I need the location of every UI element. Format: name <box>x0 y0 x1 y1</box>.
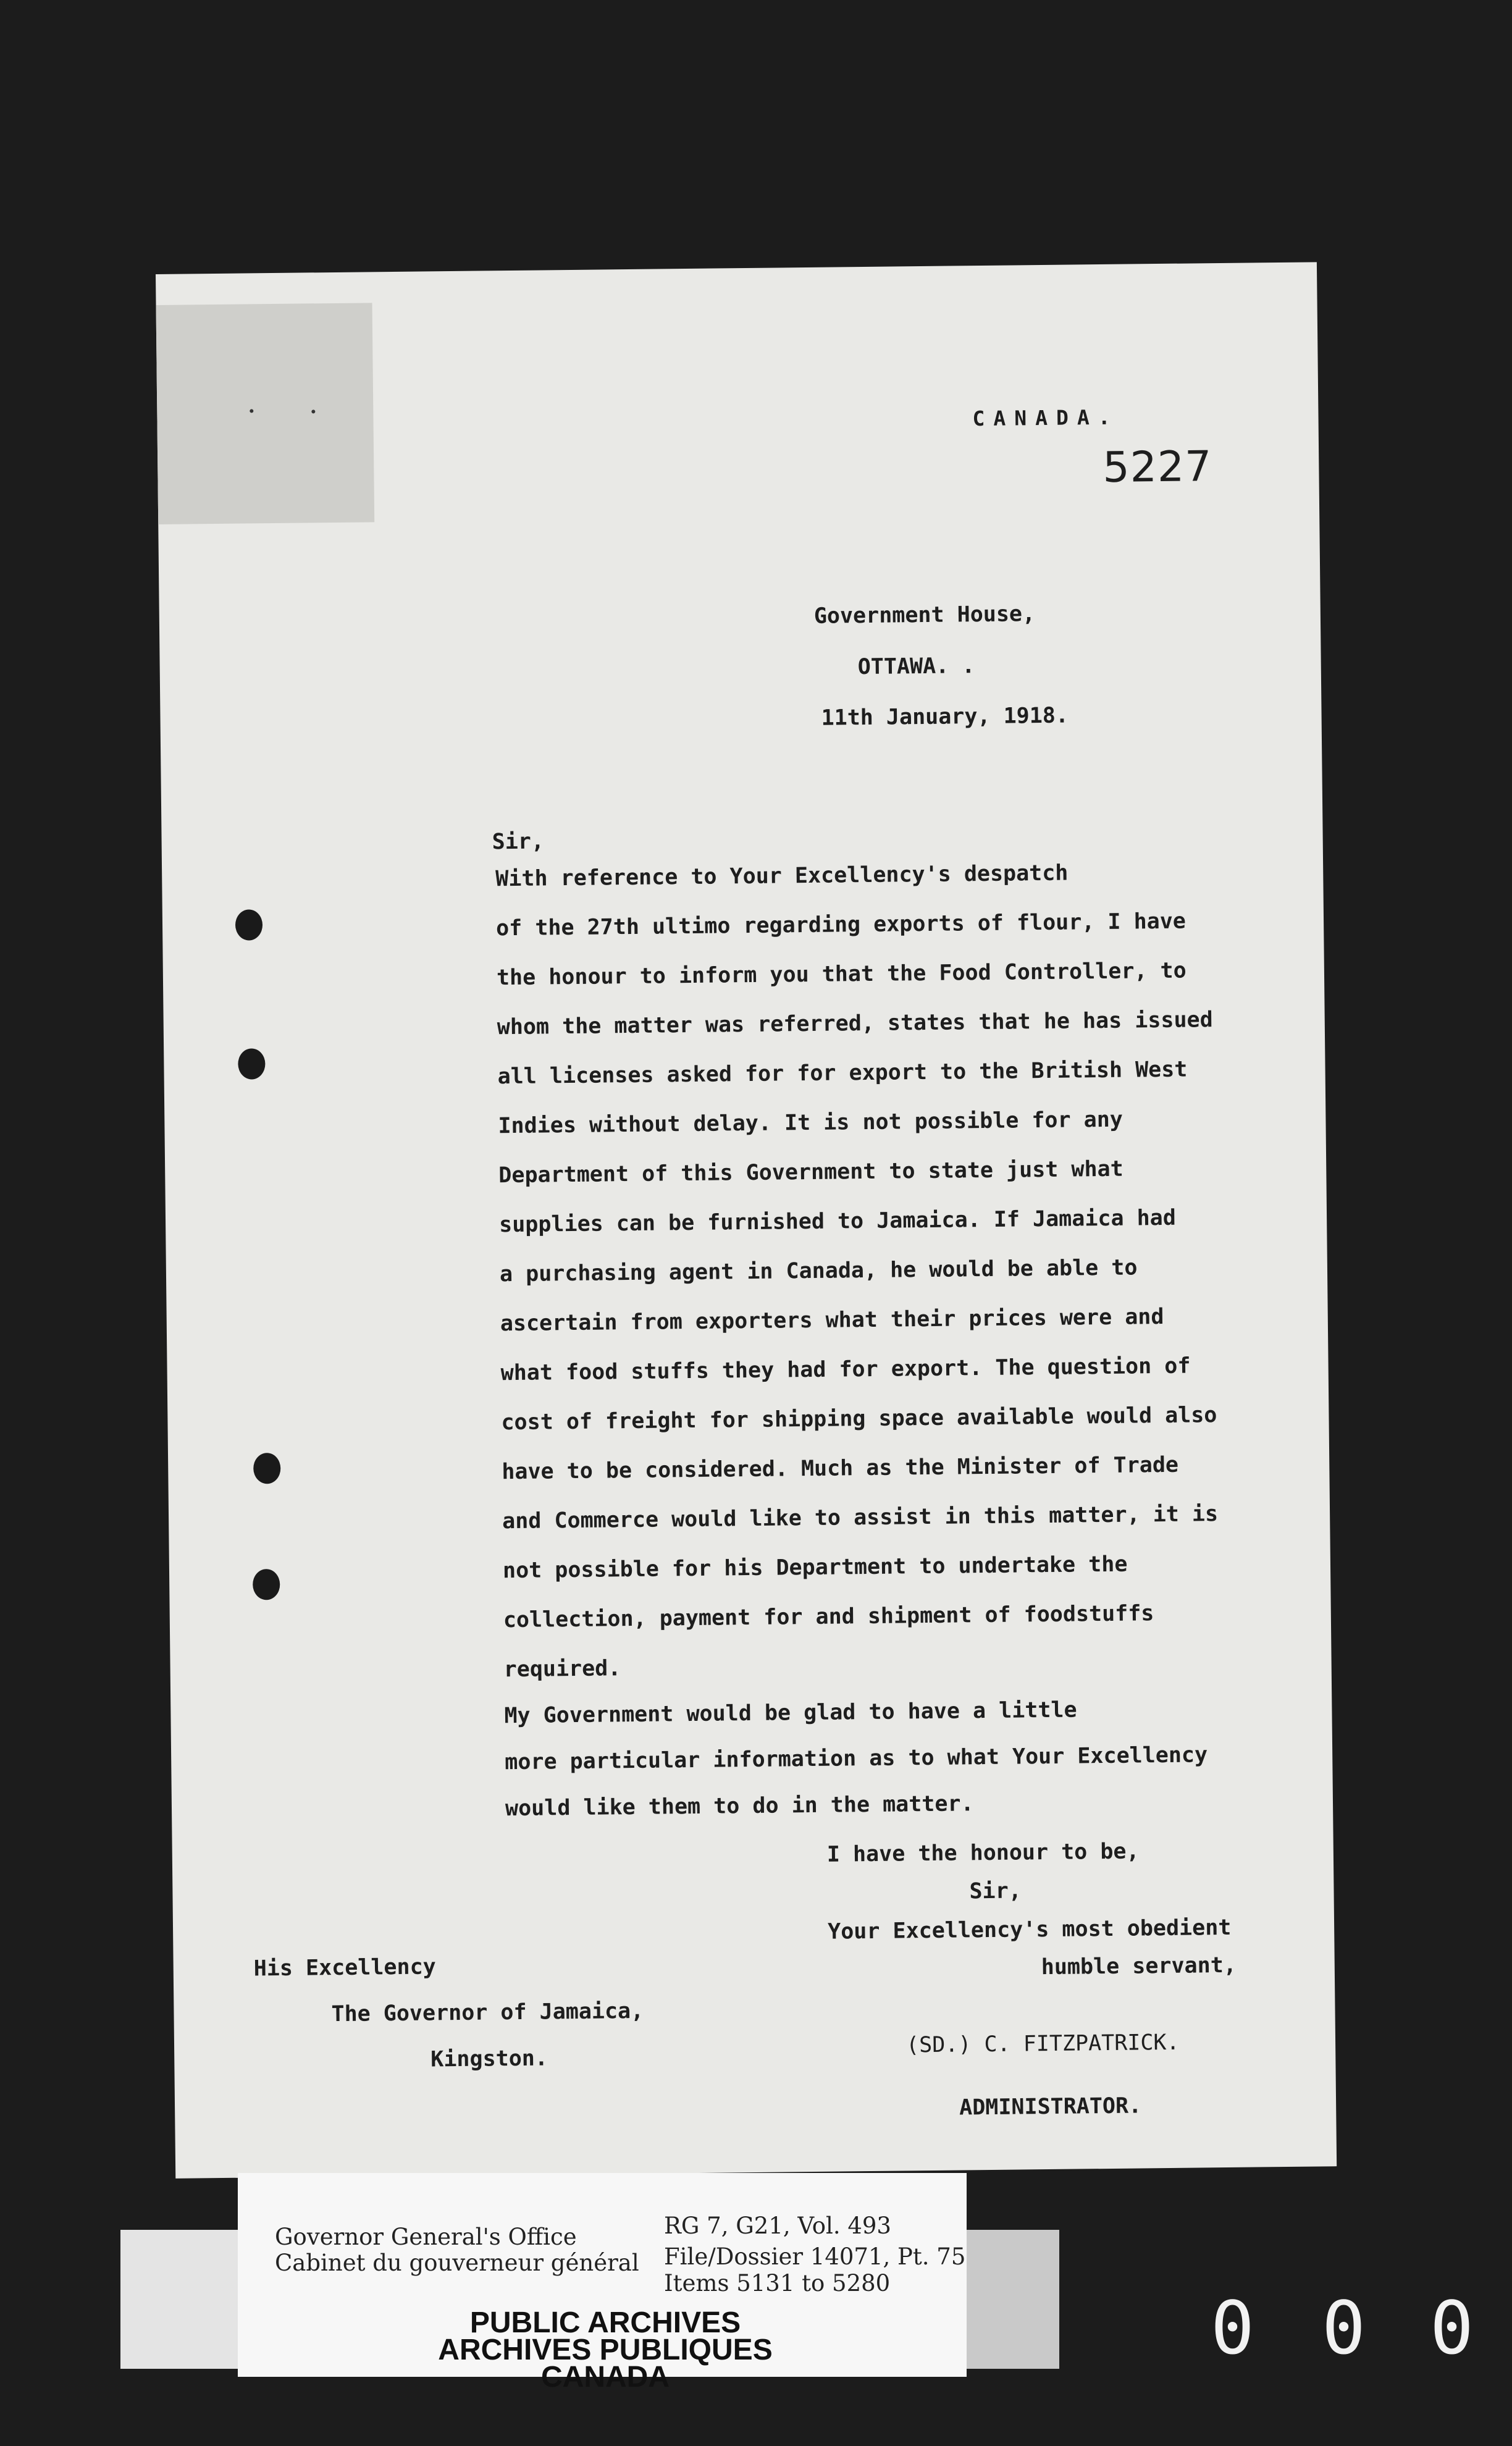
letter-page <box>156 262 1337 2179</box>
punch-hole <box>253 1453 281 1484</box>
document-number: 5227 <box>1102 442 1212 492</box>
recipient-line: His Excellency <box>253 1954 436 1982</box>
label-items: Items 5131 to 5280 <box>664 2270 891 2297</box>
body-line: the honour to inform you that the Food Controller, to <box>496 958 1186 991</box>
body-line: not possible for his Department to undertake the <box>502 1552 1128 1584</box>
label-right-strip <box>967 2230 1059 2369</box>
frame-digit: 0 <box>1211 2285 1255 2371</box>
recipient-line: Kingston. <box>430 2046 548 2072</box>
received-stamp-area <box>156 303 375 524</box>
body-line: more particular information as to what Your Excellency <box>505 1742 1208 1775</box>
letter-date: 11th January, 1918. <box>821 703 1069 731</box>
closing-line: humble servant, <box>1041 1952 1237 1980</box>
body-line: a purchasing agent in Canada, he would be able to <box>499 1255 1138 1287</box>
closing-line: Sir, <box>969 1878 1022 1904</box>
label-office-fr: Cabinet du gouverneur général <box>275 2250 639 2276</box>
archives-publiques-title: ARCHIVES PUBLIQUES <box>438 2334 773 2366</box>
sender-address-line2: OTTAWA. . <box>857 654 975 680</box>
body-line: cost of freight for shipping space available would also <box>501 1403 1217 1435</box>
canada-title: CANADA <box>541 2361 670 2393</box>
country-heading: CANADA. <box>972 405 1119 431</box>
body-line: and Commerce would like to assist in this matter, it is <box>502 1502 1219 1534</box>
closing-line: I have the honour to be, <box>826 1839 1140 1867</box>
punch-hole <box>253 1569 280 1600</box>
body-line: Department of this Government to state just what <box>498 1156 1124 1188</box>
body-line: ascertain from exporters what their prices were and <box>500 1304 1164 1337</box>
closing-line: Your Excellency's most obedient <box>827 1915 1232 1944</box>
punch-hole <box>235 909 263 940</box>
body-line: supplies can be furnished to Jamaica. If Jamaica had <box>498 1205 1177 1238</box>
signature: (SD.) C. FITZPATRICK. <box>905 2030 1180 2058</box>
body-line: what food stuffs they had for export. The question of <box>500 1353 1191 1386</box>
label-reference: RG 7, G21, Vol. 493 <box>664 2213 891 2239</box>
body-line: all licenses asked for for export to the British West <box>497 1057 1188 1090</box>
label-office-en: Governor General's Office <box>275 2224 577 2250</box>
body-line: Indies without delay. It is not possible for any <box>498 1107 1124 1139</box>
body-line: would like them to do in the matter. <box>505 1791 974 1822</box>
frame-digit: 0 <box>1322 2285 1366 2371</box>
public-archives-title: PUBLIC ARCHIVES <box>469 2306 741 2339</box>
frame-digit: 0 <box>1430 2285 1474 2371</box>
body-line: With reference to Your Excellency's despatch <box>495 860 1069 892</box>
body-line: of the 27th ultimo regarding exports of flour, I have <box>495 909 1186 941</box>
body-line: have to be considered. Much as the Minister of Trade <box>502 1452 1179 1485</box>
salutation: Sir, <box>492 829 545 855</box>
body-line: required. <box>503 1656 621 1683</box>
label-left-strip <box>120 2230 244 2369</box>
body-line: My Government would be glad to have a little <box>504 1697 1077 1729</box>
punch-hole <box>238 1048 266 1079</box>
stamp-mark <box>311 410 315 413</box>
stamp-mark <box>250 409 253 413</box>
label-file: File/Dossier 14071, Pt. 75 <box>664 2243 966 2270</box>
body-line: whom the matter was referred, states that he has issued <box>497 1007 1213 1040</box>
sender-address-line1: Government House, <box>813 602 1036 629</box>
letter-body <box>495 858 1329 1822</box>
recipient-line: The Governor of Jamaica, <box>331 1998 644 2027</box>
body-line: collection, payment for and shipment of foodstuffs <box>503 1601 1154 1633</box>
signer-title: ADMINISTRATOR. <box>959 2093 1142 2120</box>
